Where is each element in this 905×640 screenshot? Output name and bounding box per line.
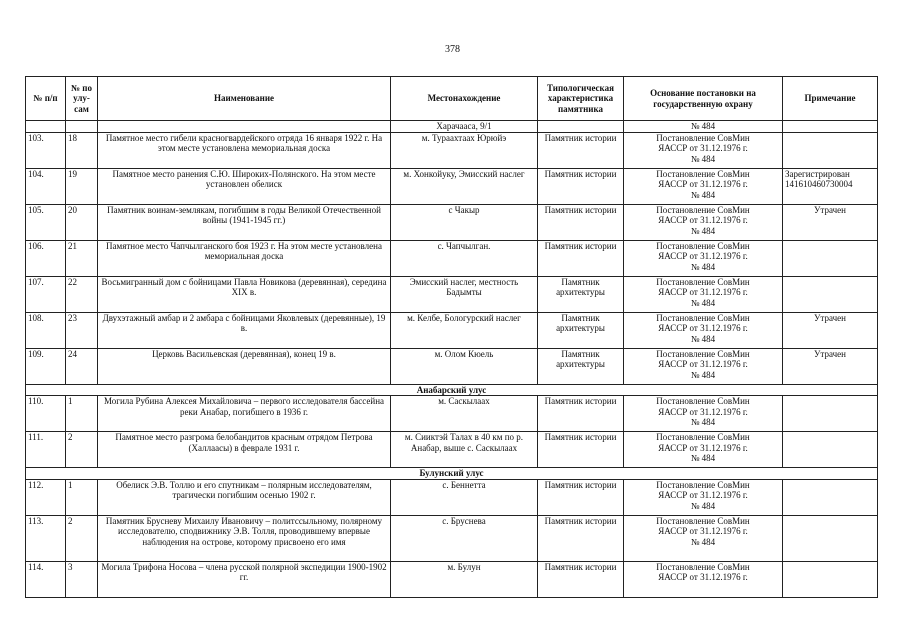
protection-basis-line: ЯАССР от 31.12.1976 г. [658,526,748,536]
table-row [26,312,878,348]
header-basis: Основание постановки на государственную охрану [624,77,783,121]
table-row [26,240,878,276]
row-number: 105. [26,204,66,240]
monument-name: Восьмигранный дом с бойницами Павла Новикова (деревянная), середина XIX в. [98,276,391,312]
table-row [26,168,878,204]
row-number: 111. [26,432,66,468]
monument-name: Обелиск Э.В. Толлю и его спутникам – полярным исследователям, трагически погибшим осенью 1902 г. [98,479,391,515]
protection-basis [624,132,783,168]
monument-type: Памятник архитектуры [538,348,624,384]
row-ulus-number: 22 [66,276,98,312]
protection-basis-line: ЯАССР от 31.12.1976 г. [658,323,748,333]
table-row [26,348,878,384]
table-row [26,479,878,515]
monument-note: Утрачен [783,204,878,240]
monument-name: Памятное место ранения С.Ю. Широких-Полянского. На этом месте установлен обелиск [98,168,391,204]
protection-basis-line: № 484 [690,225,716,236]
protection-basis-line: ЯАССР от 31.12.1976 г. [658,287,748,297]
monument-type: Памятник истории [538,479,624,515]
monument-note [783,240,878,276]
monument-type: Памятник истории [538,561,624,597]
monument-name: Памятное место гибели красногвардейского отряда 16 января 1922 г. На этом месте установлена мемориальная доска [98,132,391,168]
protection-basis [624,312,783,348]
protection-basis-line: ЯАССР от 31.12.1976 г. [658,359,748,369]
section-heading-anabar [26,384,878,396]
row-ulus-number: 23 [66,312,98,348]
monument-type: Памятник истории [538,396,624,432]
table-row [26,276,878,312]
monument-name: Памятное место разгрома белобандитов красным отрядом Петрова (Халлаасы) в феврале 1931 г. [98,432,391,468]
protection-basis-line: № 484 [690,297,716,308]
row-number: 109. [26,348,66,384]
monument-note [783,479,878,515]
monument-location: м. Сииктэй Талах в 40 км по р. Анабар, выше с. Саскылаах [391,432,538,468]
protection-basis-line: № 484 [690,369,716,380]
protection-basis-line: ЯАССР от 31.12.1976 г. [658,490,748,500]
table-row [26,561,878,597]
monument-type: Памятник истории [538,132,624,168]
monument-location: м. Тураахтаах Юрюйэ [391,132,538,168]
section-title: Анабарский улус [26,384,878,396]
row-number: 114. [26,561,66,597]
monument-note [783,515,878,561]
protection-basis [624,276,783,312]
protection-basis [624,432,783,468]
monument-name: Памятник Брусневу Михаилу Ивановичу – политссыльному, полярному исследователю, сподвижнику Э.В. Толля, проводившему впервые наблюдения на острове, которому присвоено его имя [98,515,391,561]
monument-note [783,432,878,468]
protection-basis-line: № 484 [690,417,716,427]
row-ulus-number: 2 [66,432,98,468]
row-number: 106. [26,240,66,276]
protection-basis-line: ЯАССР от 31.12.1976 г. [658,442,748,453]
row-number: 104. [26,168,66,204]
protection-basis-line: Постановление СовМин [656,396,750,406]
monument-location: м. Булун [391,561,538,597]
header-name: Наименование [98,77,391,121]
row-ulus-number: 24 [66,348,98,384]
protection-basis [624,168,783,204]
monument-note: Зарегистрирован 141610460730004 [783,168,878,204]
page-number: 378 [445,44,460,55]
protection-basis-line: Постановление СовМин [656,240,750,251]
protection-basis-line: Постановление СовМин [656,515,750,526]
monument-name: Могила Рубина Алексея Михайловича – первого исследователя бассейна реки Анабар, погибшего в 1936 г. [98,396,391,432]
header-note: Примечание [783,77,878,121]
protection-basis-line: № 484 [690,153,716,164]
monument-location: с. Бруснева [391,515,538,561]
monument-location: с. Беннетта [391,479,538,515]
protection-basis-line: Постановление СовМин [656,432,750,442]
protection-basis-line: Постановление СовМин [656,312,750,323]
monument-location: м. Хонкойуку, Эмисский наслег [391,168,538,204]
monument-note [783,396,878,432]
monument-location: м. Олом Кюель [391,348,538,384]
row-number: 113. [26,515,66,561]
table-header-row [26,77,878,121]
protection-basis [624,396,783,432]
protection-basis [624,561,783,597]
monument-name: Памятное место Чапчылганского боя 1923 г. На этом месте установлена мемориальная доска [98,240,391,276]
header-location: Местонахождение [391,77,538,121]
protection-basis-line: ЯАССР от 31.12.1976 г. [658,179,748,189]
monument-name: Памятник воинам-землякам, погибшим в годы Великой Отечественной войны (1941-1945 гг.) [98,204,391,240]
row-ulus-number: 1 [66,479,98,515]
protection-basis [624,204,783,240]
protection-basis-line: Постановление СовМин [656,561,750,572]
row-number: 107. [26,276,66,312]
protection-basis-line: № 484 [690,536,716,547]
protection-basis [624,240,783,276]
table-row [26,132,878,168]
protection-basis-line: № 484 [690,261,716,272]
protection-basis-line: ЯАССР от 31.12.1976 г. [658,251,748,261]
row-number: 110. [26,396,66,432]
row-number: 112. [26,479,66,515]
monument-name: Могила Трифона Носова – члена русской полярной экспедиции 1900-1902 гг. [98,561,391,597]
monument-type: Памятник архитектуры [538,312,624,348]
monument-type: Памятник истории [538,204,624,240]
monument-note: Утрачен [783,348,878,384]
monument-location: Эмисский наслег, местность Бадымты [391,276,538,312]
row-number: 103. [26,132,66,168]
carry-basis: № 484 [624,121,783,133]
protection-basis [624,515,783,561]
monument-note: Утрачен [783,312,878,348]
monument-location: м. Келбе, Бологурский наслег [391,312,538,348]
protection-basis [624,479,783,515]
protection-basis-line: Постановление СовМин [656,168,750,179]
monument-type: Памятник истории [538,168,624,204]
protection-basis-line: Постановление СовМин [656,204,750,215]
monument-location: с. Чапчылган. [391,240,538,276]
protection-basis-line: ЯАССР от 31.12.1976 г. [658,143,748,153]
monuments-table [25,76,878,598]
row-ulus-number: 1 [66,396,98,432]
row-ulus-number: 2 [66,515,98,561]
section-heading-bulun [26,468,878,480]
header-type: Типологическая характеристика памятника [538,77,624,121]
row-ulus-number: 21 [66,240,98,276]
protection-basis-line: № 484 [690,333,716,344]
monument-type: Памятник архитектуры [538,276,624,312]
header-num-pp: № п/п [26,77,66,121]
carry-over-row [26,121,878,133]
protection-basis-line: Постановление СовМин [656,348,750,359]
monument-type: Памятник истории [538,515,624,561]
protection-basis-line: № 484 [690,500,716,511]
table-row [26,432,878,468]
protection-basis-line: ЯАССР от 31.12.1976 г. [658,572,748,582]
protection-basis-line: Постановление СовМин [656,132,750,143]
row-number: 108. [26,312,66,348]
protection-basis-line: ЯАССР от 31.12.1976 г. [658,215,748,225]
row-ulus-number: 18 [66,132,98,168]
table-row [26,515,878,561]
header-num-ulus: № по улу-сам [66,77,98,121]
monument-note [783,132,878,168]
protection-basis-line: № 484 [690,453,716,463]
protection-basis-line: Постановление СовМин [656,479,750,490]
protection-basis-line: Постановление СовМин [656,276,750,287]
row-ulus-number: 3 [66,561,98,597]
table-row [26,396,878,432]
monument-type: Памятник истории [538,432,624,468]
monument-type: Памятник истории [538,240,624,276]
monument-note [783,561,878,597]
table-row [26,204,878,240]
protection-basis [624,348,783,384]
monument-name: Двухэтажный амбар и 2 амбара с бойницами Яковлевых (деревянные), 19 в. [98,312,391,348]
monument-location: м. Саскылаах [391,396,538,432]
row-ulus-number: 20 [66,204,98,240]
protection-basis-line: ЯАССР от 31.12.1976 г. [658,406,748,417]
row-ulus-number: 19 [66,168,98,204]
monument-name: Церковь Васильевская (деревянная), конец 19 в. [98,348,391,384]
section-title: Булунский улус [26,468,878,480]
monument-location: с Чакыр [391,204,538,240]
protection-basis-line: № 484 [690,189,716,200]
carry-location: Харачааса, 9/1 [391,121,538,133]
monument-note [783,276,878,312]
